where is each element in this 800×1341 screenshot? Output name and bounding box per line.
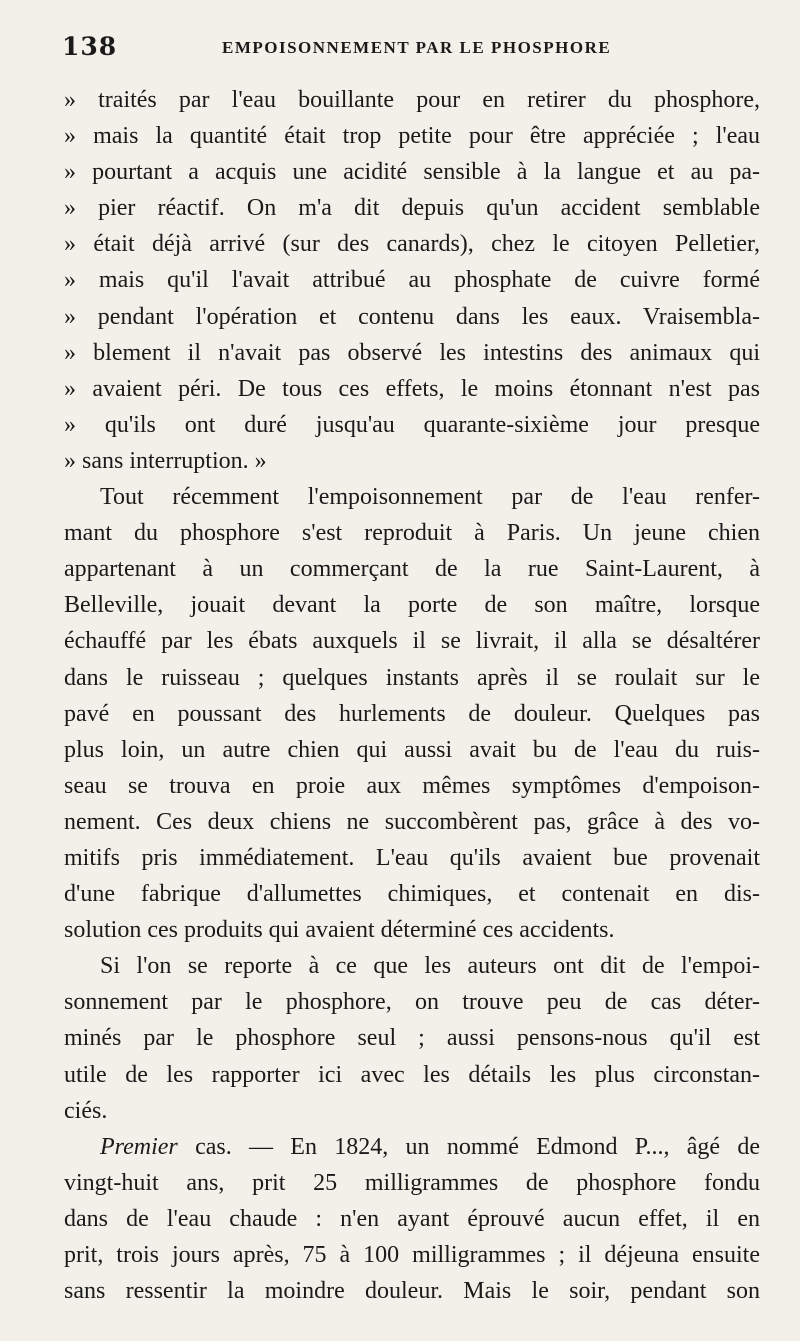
text-line: » blement il n'avait pas observé les intestins des animaux qui [64,339,760,366]
text-line: seau se trouva en proie aux mêmes symptômes d'empoison- [64,772,760,799]
paragraph-start-line: Tout récemment l'empoisonnement par de l'eau renfer- [100,484,760,511]
body-text [64,82,760,1309]
text-line: » était déjà arrivé (sur des canards), chez le citoyen Pelletier, [64,231,760,258]
text-line: appartenant à un commerçant de la rue Saint-Laurent, à [64,556,760,583]
text-line: plus loin, un autre chien qui aussi avait bu de l'eau du ruis- [64,736,760,763]
text-line: » mais la quantité était trop petite pour être appréciée ; l'eau [64,123,760,150]
running-title: EMPOISONNEMENT PAR LE PHOSPHORE [222,38,612,57]
text-line: vingt-huit ans, prit 25 milligrammes de phosphore fondu [64,1169,760,1196]
paragraph-start-line: Si l'on se reporte à ce que les auteurs ont dit de l'empoi- [100,953,760,980]
text-line: sans ressentir la moindre douleur. Mais le soir, pendant son [64,1278,760,1305]
page-header [62,30,752,66]
text-line: » traités par l'eau bouillante pour en retirer du phosphore, [64,87,760,113]
text-line: prit, trois jours après, 75 à 100 milligrammes ; il déjeuna ensuite [64,1242,760,1268]
text-line: » mais qu'il l'avait attribué au phosphate de cuivre formé [64,267,760,294]
text-line: mant du phosphore s'est reproduit à Paris. Un jeune chien [64,520,760,547]
text-line: » pier réactif. On m'a dit depuis qu'un accident semblable [64,195,760,222]
text-line: » pourtant a acquis une acidité sensible à la langue et au pa- [64,159,760,186]
text-line: d'une fabrique d'allumettes chimiques, et contenait en dis- [64,881,760,908]
text-line: pavé en poussant des hurlements de douleur. Quelques pas [64,700,760,727]
text-line: échauffé par les ébats auxquels il se livrait, il alla se désaltérer [64,628,760,655]
text-line: minés par le phosphore seul ; aussi pensons-nous qu'il est [64,1025,760,1052]
text-line: Belleville, jouait devant la porte de son maître, lorsque [64,592,760,619]
case-heading: Premier [100,1133,178,1160]
text-line: dans le ruisseau ; quelques instants après il se roulait sur le [64,664,760,691]
text-line: » qu'ils ont duré jusqu'au quarante-sixième jour presque [64,411,760,438]
page-number: 138 [62,32,118,61]
text-line: nement. Ces deux chiens ne succombèrent pas, grâce à des vo- [64,808,760,835]
text-line: utile de les rapporter ici avec les détails les plus circonstan- [64,1061,760,1088]
text-line: » avaient péri. De tous ces effets, le moins étonnant n'est pas [64,375,760,402]
text-line: » pendant l'opération et contenu dans les eaux. Vraisembla- [64,303,760,330]
text-line: solution ces produits qui avaient déterminé ces accidents. [64,917,615,944]
text-line: mitifs pris immédiatement. L'eau qu'ils avaient bue provenait [64,844,760,871]
text-line: dans de l'eau chaude : n'en ayant éprouvé aucun effet, il en [64,1205,760,1232]
text-line: ciés. [64,1097,108,1124]
text-line: » sans interruption. » [64,447,267,474]
text-line: sonnement par le phosphore, on trouve peu de cas déter- [64,989,760,1016]
case-heading-line [64,1129,760,1165]
case-heading-rest: cas. — En 1824, un nommé Edmond P..., âgé de [195,1133,760,1160]
